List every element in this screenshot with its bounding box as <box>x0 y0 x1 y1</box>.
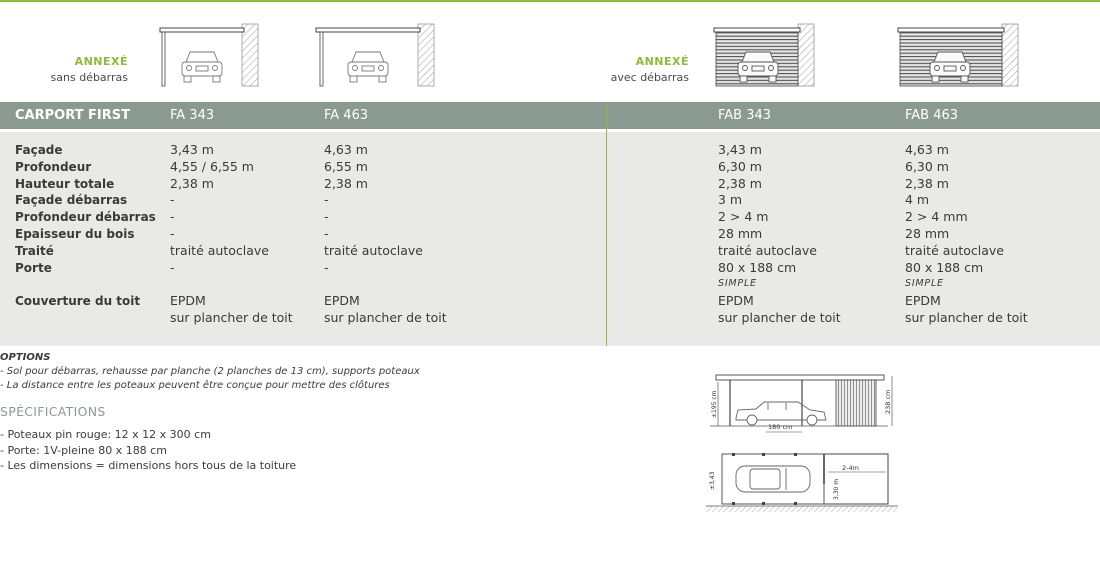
table-cell: 4,63 m <box>324 142 368 157</box>
column-fab343 <box>718 142 841 327</box>
car-front-icon <box>182 52 222 82</box>
table-cell <box>324 276 447 293</box>
table-cell: 80 x 188 cm <box>905 259 984 275</box>
model-fab463: FAB 463 <box>905 108 959 123</box>
header-separator <box>0 129 1100 132</box>
column-fa343 <box>170 142 293 327</box>
carport-fa463-illustration <box>314 22 438 88</box>
table-cell: 4,63 m <box>905 142 949 157</box>
carport-fab463-illustration <box>896 22 1020 88</box>
model-fa343: FA 343 <box>170 108 215 123</box>
top-accent-rule <box>0 0 1100 2</box>
table-cell: EPDM <box>718 293 754 309</box>
carport-fab343-illustration <box>712 22 816 88</box>
dim-post-spacing: 180 cm <box>768 423 793 431</box>
options-block <box>0 351 420 393</box>
dim-height-total: 238 cm <box>884 389 892 414</box>
table-cell: 6,30 m <box>905 158 949 174</box>
table-cell: EPDM <box>324 293 360 309</box>
caption-avec-debarras <box>590 55 689 84</box>
dim-carport-width: ±3,43 <box>709 471 716 490</box>
column-divider <box>606 102 607 346</box>
dim-shed-width: 3,30 m <box>833 478 840 500</box>
car-side-icon <box>736 402 826 425</box>
table-cell: - <box>324 259 329 275</box>
spec-table <box>0 102 1100 346</box>
avec-debarras-label: avec débarras <box>610 71 689 84</box>
table-cell: 28 mm <box>905 225 950 241</box>
car-top-icon <box>736 466 810 492</box>
label-epaisseur-bois: Epaisseur du bois <box>15 226 135 241</box>
label-porte: Porte <box>15 260 52 275</box>
table-cell: 4 m <box>905 192 930 208</box>
table-cell: 3,43 m <box>718 142 762 157</box>
table-cell: - <box>170 209 175 225</box>
table-cell: 2 > 4 mm <box>905 209 968 225</box>
side-elevation-diagram <box>706 372 902 436</box>
dim-height-inner: ±195 cm <box>711 390 718 418</box>
label-hauteur-totale: Hauteur totale <box>15 176 115 191</box>
label-profondeur-debarras: Profondeur débarras <box>15 210 156 225</box>
row-labels-column <box>15 142 156 327</box>
table-cell: sur plancher de toit <box>324 309 447 325</box>
table-cell: sur plancher de toit <box>905 309 1028 325</box>
specifications-title: SPÉCIFICATIONS <box>0 404 106 419</box>
table-cell: sur plancher de toit <box>170 309 293 325</box>
table-cell: - <box>170 259 175 275</box>
specifications-list <box>0 427 296 474</box>
model-fa463: FA 463 <box>324 108 369 123</box>
table-cell: - <box>324 225 329 241</box>
option-line: - Sol pour débarras, rehausse par planche (2 planches de 13 cm), supports poteaux <box>0 366 420 377</box>
option-line: - La distance entre les poteaux peuvent être conçue pour mettre des clôtures <box>0 380 390 391</box>
table-cell: 28 mm <box>718 225 763 241</box>
table-cell: EPDM <box>170 293 206 309</box>
annexe-label: ANNEXÉ <box>74 55 128 68</box>
table-cell: 2,38 m <box>905 175 949 191</box>
column-fa463 <box>324 142 447 327</box>
label-traite: Traité <box>15 243 54 258</box>
spec-item: - Porte: 1V-pleine 80 x 188 cm <box>0 443 167 457</box>
table-cell: 2,38 m <box>324 175 368 191</box>
table-cell: 3 m <box>718 192 743 208</box>
dim-shed-depth: 2-4m <box>842 464 859 472</box>
door-type-simple: SIMPLE <box>905 278 944 290</box>
table-cell: 2,38 m <box>718 175 762 191</box>
table-cell: traité autoclave <box>324 242 423 258</box>
table-title: CARPORT FIRST <box>15 108 130 123</box>
table-cell: - <box>324 192 329 208</box>
table-cell: 2 > 4 m <box>718 209 769 225</box>
table-cell: 6,30 m <box>718 158 762 174</box>
options-title: OPTIONS <box>0 352 51 363</box>
car-front-icon <box>348 52 388 82</box>
table-cell: traité autoclave <box>718 242 817 258</box>
column-fab463 <box>905 142 1028 327</box>
label-couverture-toit: Couverture du toit <box>15 294 141 309</box>
table-cell: 80 x 188 cm <box>718 259 797 275</box>
label-spacer <box>15 310 156 327</box>
label-spacer <box>15 276 156 293</box>
sans-debarras-label: sans débarras <box>50 71 128 84</box>
table-cell: 3,43 m <box>170 142 214 157</box>
table-cell: sur plancher de toit <box>718 309 841 325</box>
ground-hatching <box>706 506 898 512</box>
table-cell <box>170 276 293 293</box>
table-cell: - <box>170 192 175 208</box>
model-fab343: FAB 343 <box>718 108 772 123</box>
table-cell: EPDM <box>905 293 941 309</box>
label-facade-debarras: Façade débarras <box>15 193 128 208</box>
spec-item: - Les dimensions = dimensions hors tous de la toiture <box>0 459 297 472</box>
table-header-bar <box>0 102 1100 129</box>
table-cell: traité autoclave <box>170 242 269 258</box>
table-cell: 2,38 m <box>170 175 214 191</box>
table-cell: - <box>170 225 175 241</box>
table-cell: - <box>324 209 329 225</box>
table-cell: 6,55 m <box>324 158 368 174</box>
label-profondeur: Profondeur <box>15 159 92 174</box>
table-cell: traité autoclave <box>905 242 1004 258</box>
carport-fa343-illustration <box>158 22 260 88</box>
top-plan-diagram <box>706 450 902 516</box>
label-facade: Façade <box>15 143 63 157</box>
annexe-label: ANNEXÉ <box>635 55 689 68</box>
door-type-simple: SIMPLE <box>718 278 757 290</box>
table-cell: 4,55 / 6,55 m <box>170 158 254 174</box>
spec-item: - Poteaux pin rouge: 12 x 12 x 300 cm <box>0 428 211 441</box>
caption-sans-debarras <box>30 55 128 84</box>
